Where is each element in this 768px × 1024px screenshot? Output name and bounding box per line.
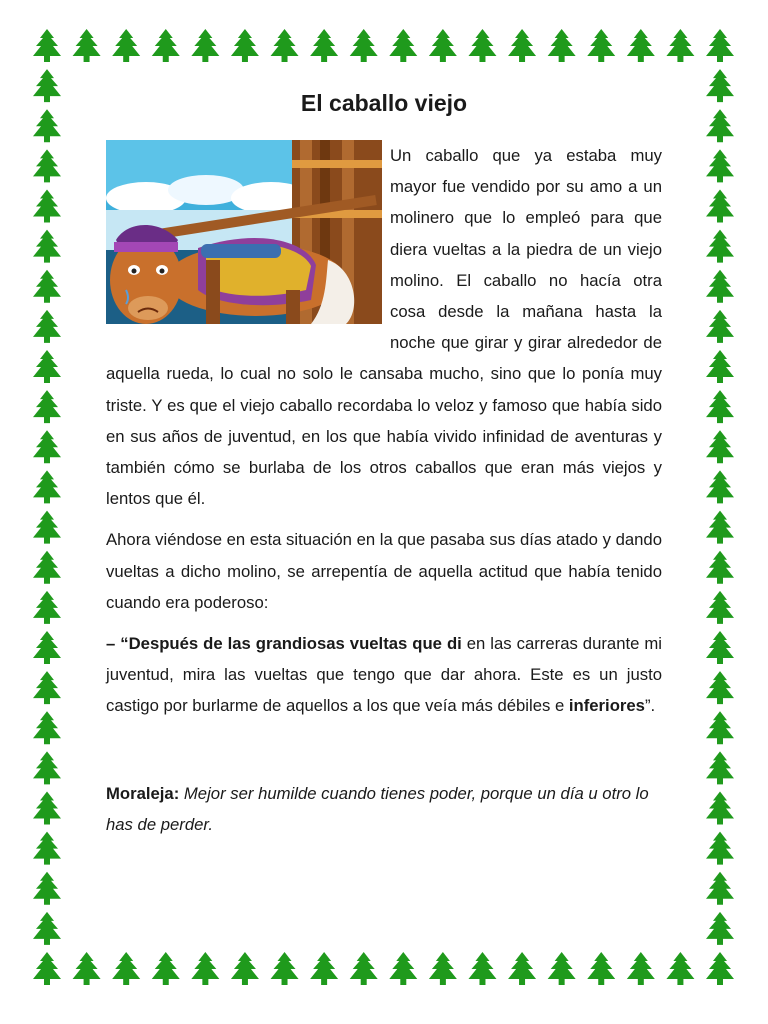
christmas-tree-icon xyxy=(389,952,417,985)
christmas-tree-icon xyxy=(666,29,694,62)
christmas-tree-icon xyxy=(33,149,61,182)
quote-middle: en las carreras durante mi juventud, mira las vueltas que tengo que dar ahora. Este es un justo castigo por burlarme de aquellos a los que veía más débiles e xyxy=(106,634,662,716)
story-page xyxy=(106,88,662,857)
christmas-tree-icon xyxy=(627,29,655,62)
christmas-tree-icon xyxy=(112,29,140,62)
christmas-tree-icon xyxy=(33,511,61,544)
christmas-tree-icon xyxy=(33,109,61,142)
christmas-tree-icon xyxy=(429,952,457,985)
christmas-tree-icon xyxy=(152,29,180,62)
christmas-tree-icon xyxy=(429,29,457,62)
moral xyxy=(106,778,662,840)
christmas-tree-icon xyxy=(706,832,734,865)
christmas-tree-icon xyxy=(33,470,61,503)
christmas-tree-icon xyxy=(191,952,219,985)
horse-at-mill-illustration xyxy=(106,140,382,324)
christmas-tree-icon xyxy=(271,29,299,62)
christmas-tree-icon xyxy=(706,511,734,544)
christmas-tree-icon xyxy=(271,952,299,985)
christmas-tree-icon xyxy=(587,29,615,62)
christmas-tree-icon xyxy=(33,230,61,263)
christmas-tree-icon xyxy=(508,952,536,985)
christmas-tree-icon xyxy=(33,912,61,945)
moral-text: Mejor ser humilde cuando tienes poder, porque un día u otro lo has de perder. xyxy=(106,783,649,834)
christmas-tree-icon xyxy=(33,671,61,704)
christmas-tree-icon xyxy=(706,109,734,142)
quote-close: ”. xyxy=(644,696,656,716)
christmas-tree-icon xyxy=(231,29,259,62)
christmas-tree-icon xyxy=(706,952,734,985)
christmas-tree-icon xyxy=(587,952,615,985)
christmas-tree-icon xyxy=(350,29,378,62)
christmas-tree-icon xyxy=(33,430,61,463)
christmas-tree-icon xyxy=(33,270,61,303)
christmas-tree-icon xyxy=(706,430,734,463)
christmas-tree-icon xyxy=(706,29,734,62)
christmas-tree-icon xyxy=(666,952,694,985)
christmas-tree-icon xyxy=(33,751,61,784)
quote-bold-end: inferiores xyxy=(568,696,645,716)
christmas-tree-icon xyxy=(112,952,140,985)
christmas-tree-icon xyxy=(350,952,378,985)
christmas-tree-icon xyxy=(33,310,61,343)
christmas-tree-icon xyxy=(508,29,536,62)
christmas-tree-icon xyxy=(33,591,61,624)
christmas-tree-icon xyxy=(706,551,734,584)
christmas-tree-icon xyxy=(33,551,61,584)
story-paragraph-1: Un caballo que ya estaba muy mayor fue vendido por su amo a un molinero que lo empleó para que diera vueltas a la piedra de un viejo molino. El caballo no hacía otra cosa desde la mañana hasta la noche que girar y girar alrededor de aquella rueda, lo cual no solo le cansaba mucho, sino que lo ponía muy triste. Y es que el viejo caballo recordaba lo veloz y famoso que había sido en sus años de juventud, en los que había vivido infinidad de aventuras y también cómo se burlaba de los otros caballos que eran más viejos y lentos que él. xyxy=(106,146,662,509)
christmas-tree-icon xyxy=(706,350,734,383)
christmas-tree-icon xyxy=(706,390,734,423)
christmas-tree-icon xyxy=(706,791,734,824)
christmas-tree-icon xyxy=(73,29,101,62)
christmas-tree-icon xyxy=(33,832,61,865)
christmas-tree-icon xyxy=(468,29,496,62)
christmas-tree-icon xyxy=(706,149,734,182)
christmas-tree-icon xyxy=(548,29,576,62)
christmas-tree-icon xyxy=(310,952,338,985)
christmas-tree-icon xyxy=(706,872,734,905)
christmas-tree-icon xyxy=(73,952,101,985)
christmas-tree-icon xyxy=(33,29,61,62)
christmas-tree-icon xyxy=(706,190,734,223)
christmas-tree-icon xyxy=(33,791,61,824)
christmas-tree-icon xyxy=(33,631,61,664)
christmas-tree-icon xyxy=(706,230,734,263)
christmas-tree-icon xyxy=(706,270,734,303)
christmas-tree-icon xyxy=(706,69,734,102)
christmas-tree-icon xyxy=(152,952,180,985)
moral-label: Moraleja: xyxy=(106,783,180,803)
christmas-tree-icon xyxy=(627,952,655,985)
christmas-tree-icon xyxy=(231,952,259,985)
quote-bold-start: Después de las grandiosas vueltas que di xyxy=(128,634,462,654)
christmas-tree-icon xyxy=(33,69,61,102)
story-paragraph-2: Ahora viéndose en esta situación en la que pasaba sus días atado y dando vueltas a dicho molino, se arrepentía de aquella actitud que había tenido cuando era poderoso: xyxy=(106,530,662,612)
christmas-tree-icon xyxy=(548,952,576,985)
christmas-tree-icon xyxy=(468,952,496,985)
christmas-tree-icon xyxy=(33,872,61,905)
christmas-tree-icon xyxy=(706,310,734,343)
christmas-tree-icon xyxy=(33,390,61,423)
christmas-tree-icon xyxy=(310,29,338,62)
christmas-tree-icon xyxy=(706,711,734,744)
christmas-tree-icon xyxy=(33,190,61,223)
christmas-tree-icon xyxy=(706,912,734,945)
christmas-tree-icon xyxy=(706,470,734,503)
christmas-tree-icon xyxy=(33,350,61,383)
christmas-tree-icon xyxy=(706,671,734,704)
christmas-tree-icon xyxy=(33,952,61,985)
christmas-tree-icon xyxy=(706,631,734,664)
story-quote xyxy=(106,628,662,722)
christmas-tree-icon xyxy=(33,711,61,744)
quote-dash: – “ xyxy=(106,634,129,654)
christmas-tree-icon xyxy=(191,29,219,62)
christmas-tree-icon xyxy=(706,751,734,784)
christmas-tree-icon xyxy=(706,591,734,624)
story-title: El caballo viejo xyxy=(300,90,468,116)
christmas-tree-icon xyxy=(389,29,417,62)
